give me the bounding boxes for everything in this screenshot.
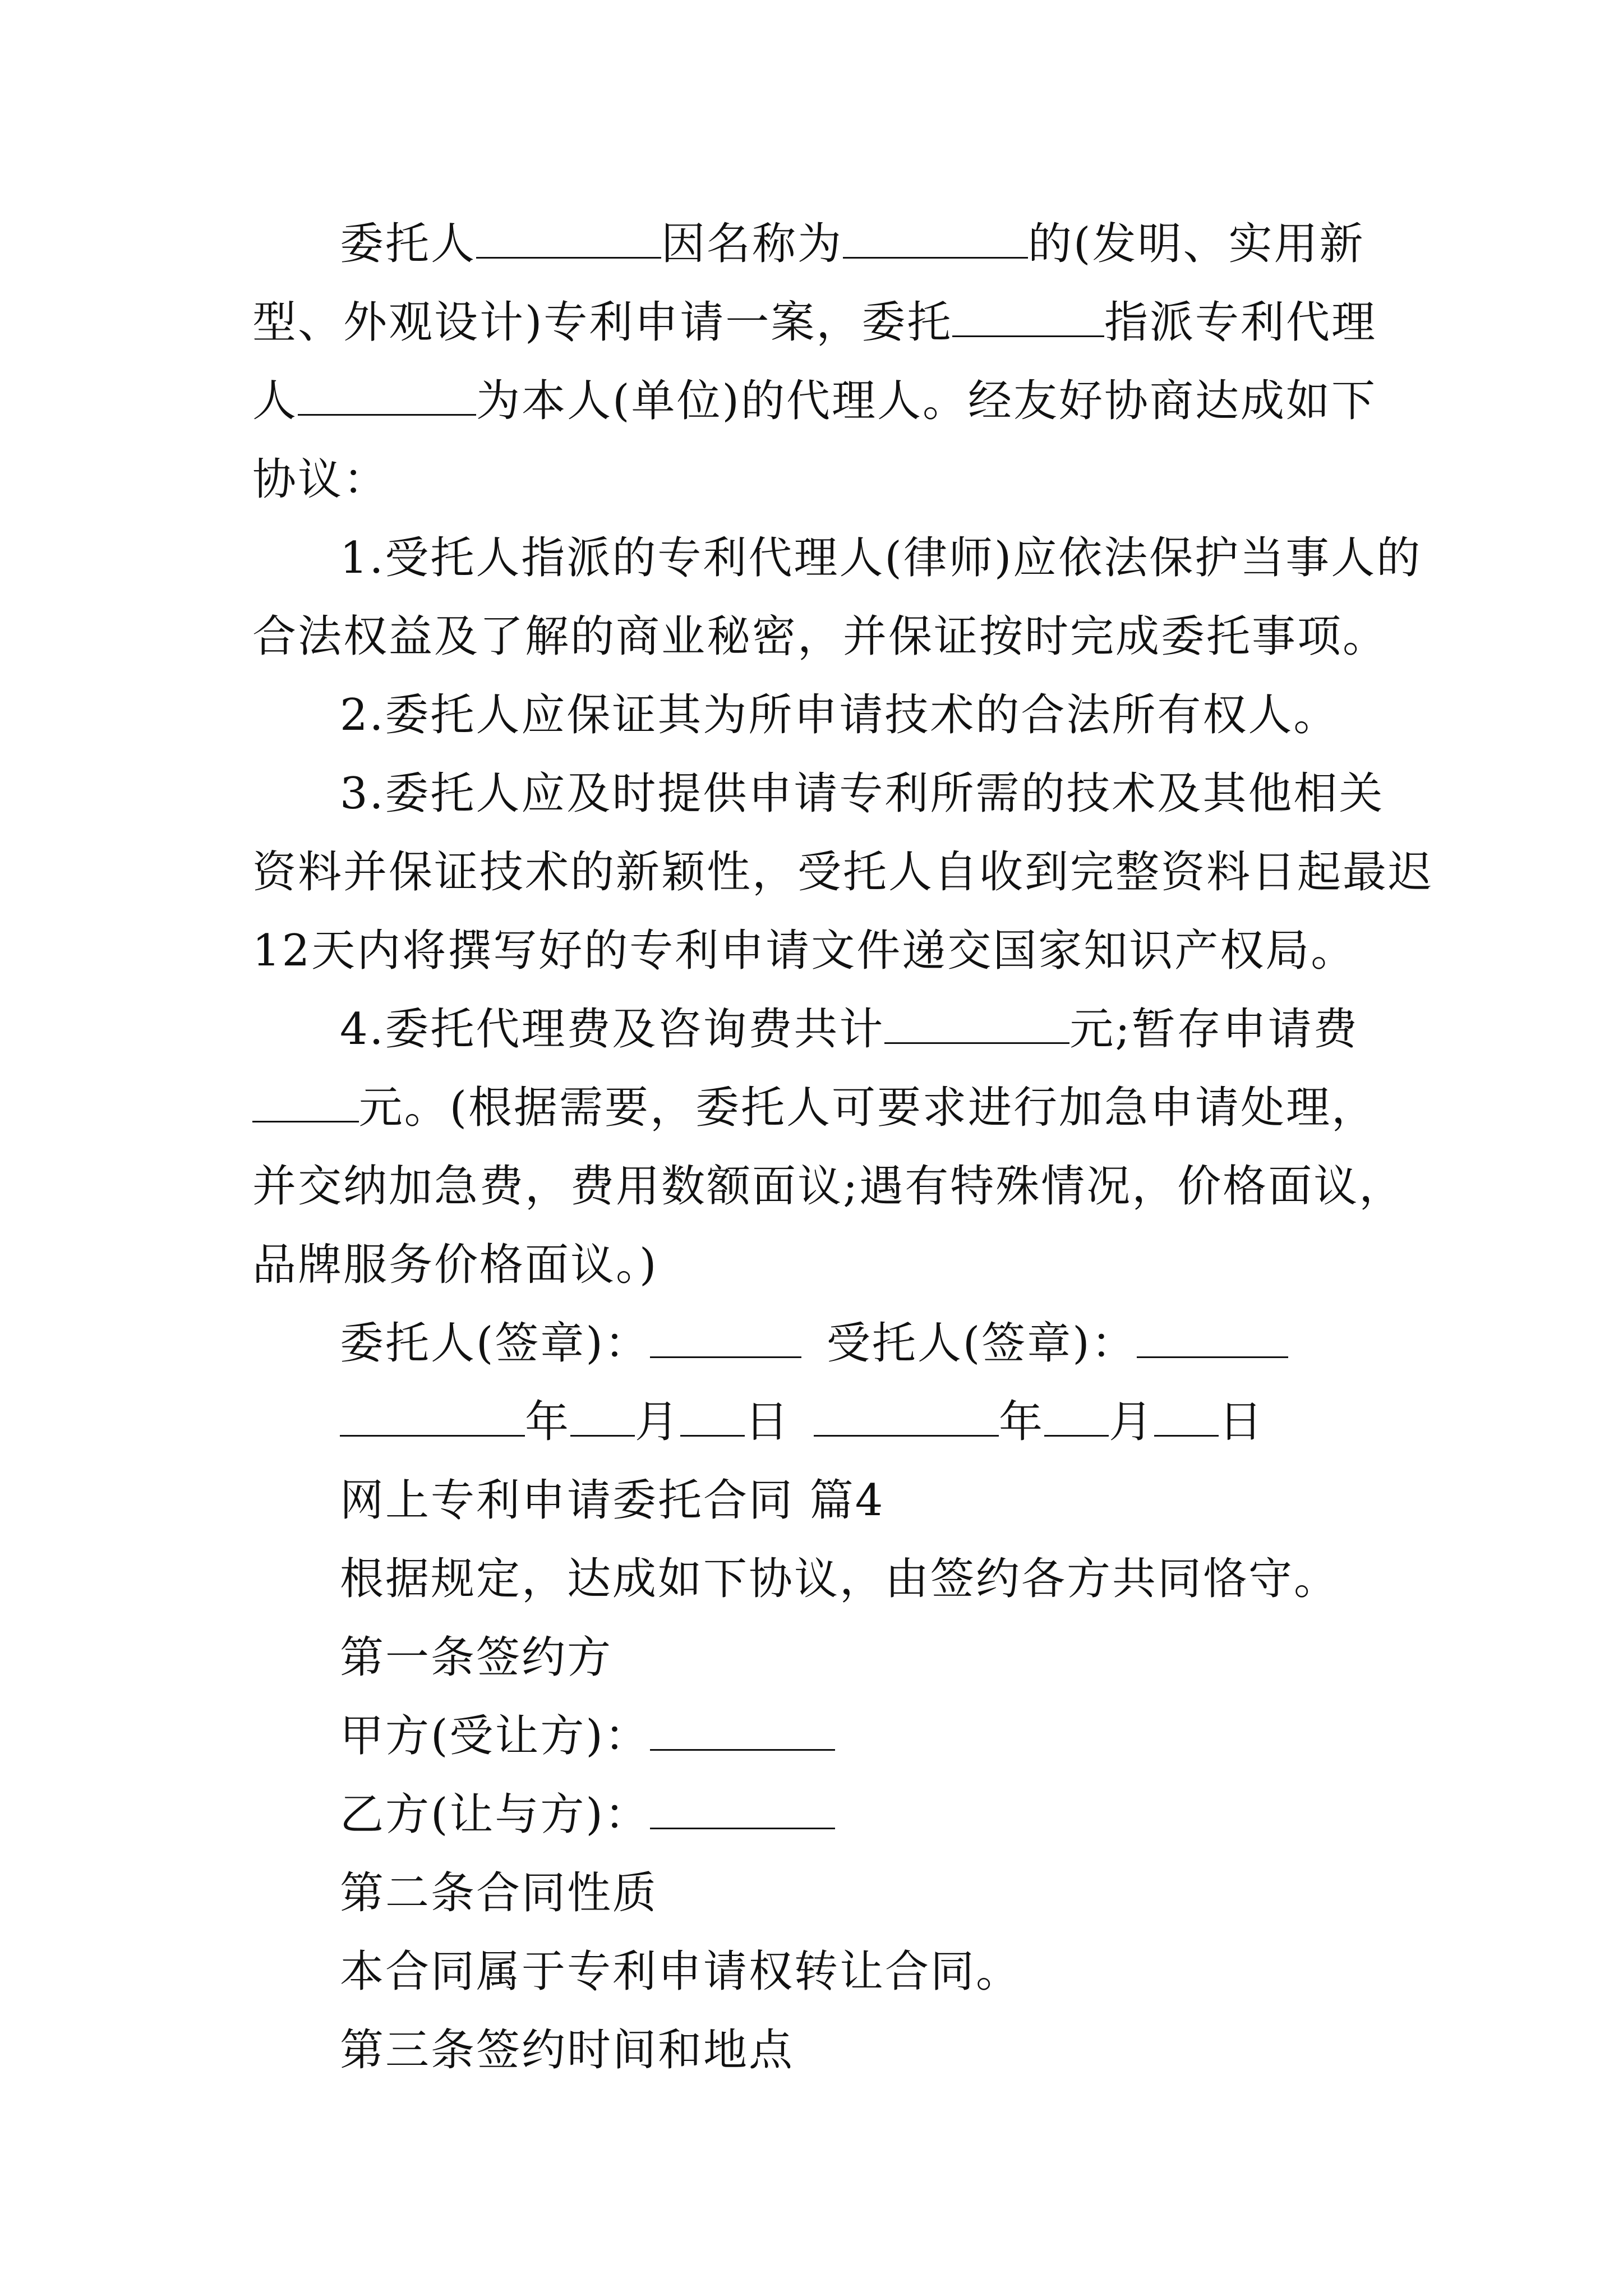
item1-line2: 合法权益及了解的商业秘密，并保证按时完成委托事项。 (252, 611, 1389, 662)
agent-day-blank[interactable] (1154, 1395, 1219, 1437)
text: 4.委托代理费及咨询费共计 (340, 1004, 885, 1055)
text: 型、外观设计)专利申请一案，委托 (252, 297, 953, 348)
blank-agency-fee[interactable] (884, 1002, 1069, 1044)
item3-line1: 3.委托人应及时提供申请专利所需的技术及其他相关 (340, 769, 1385, 819)
blank-invention-name[interactable] (843, 217, 1028, 259)
article2-text: 本合同属于专利申请权转让合同。 (340, 1947, 1022, 1997)
text: 委托人 (340, 219, 477, 269)
text: 人 (252, 376, 298, 426)
text: 的(发明、实用新 (1028, 219, 1365, 269)
item3-line2: 资料并保证技术的新颖性，受托人自收到完整资料日起最迟 (252, 847, 1434, 898)
party-a-line (252, 1697, 1377, 1775)
para1-line1 (252, 205, 1377, 283)
item4-line1 (252, 990, 1377, 1069)
item2-line: 2.委托人应保证其为所申请技术的合法所有权人。 (340, 690, 1339, 740)
document-page (252, 205, 1434, 2090)
article2-heading: 第二条合同性质 (340, 1868, 658, 1918)
year-label: 年 (525, 1397, 571, 1447)
item3-line3: 12天内将撰写好的专利申请文件递交国家知识产权局。 (252, 926, 1357, 976)
blank-application-fee[interactable] (252, 1080, 359, 1122)
party-b-blank[interactable] (650, 1787, 835, 1829)
para1-line3 (252, 362, 1377, 440)
client-signature-blank[interactable] (650, 1316, 801, 1358)
party-b-label: 乙方(让与方)： (340, 1789, 650, 1840)
party-b-line (252, 1775, 1377, 1854)
agent-signature-label: 受托人(签章)： (826, 1318, 1137, 1369)
client-signature-label: 委托人(签章)： (340, 1318, 650, 1369)
article3-heading: 第三条签约时间和地点 (340, 2025, 795, 2076)
text: 元;暂存申请费 (1069, 1004, 1359, 1055)
signature-line (252, 1304, 1377, 1383)
day-label: 日 (745, 1397, 791, 1447)
agent-signature-blank[interactable] (1137, 1316, 1288, 1358)
year-label: 年 (999, 1397, 1045, 1447)
item4-line2 (252, 1069, 1377, 1147)
blank-agency[interactable] (952, 295, 1104, 337)
month-label: 月 (635, 1397, 681, 1447)
client-day-blank[interactable] (680, 1395, 745, 1437)
text: 指派专利代理 (1104, 297, 1377, 348)
party-a-blank[interactable] (650, 1709, 835, 1751)
article1-heading: 第一条签约方 (340, 1632, 613, 1683)
agent-year-blank[interactable] (814, 1395, 999, 1437)
item1-line1: 1.受托人指派的专利代理人(律师)应依法保护当事人的 (340, 533, 1422, 583)
blank-client-name[interactable] (476, 217, 661, 259)
para1-line4: 协议： (252, 454, 389, 505)
section-title: 网上专利申请委托合同 篇4 (340, 1475, 885, 1526)
item4-line3: 并交纳加急费，费用数额面议;遇有特殊情况，价格面议， (252, 1161, 1405, 1212)
para1-line2 (252, 283, 1377, 362)
blank-agent-name[interactable] (298, 374, 476, 416)
text: 因名称为 (661, 219, 843, 269)
day-label: 日 (1219, 1397, 1265, 1447)
text: 元。(根据需要，委托人可要求进行加急申请处理， (358, 1083, 1377, 1133)
item4-line4: 品牌服务价格面议。) (252, 1240, 658, 1290)
party-a-label: 甲方(受让方)： (340, 1711, 650, 1761)
client-year-blank[interactable] (340, 1395, 525, 1437)
date-line (252, 1383, 1377, 1461)
agent-month-blank[interactable] (1044, 1395, 1109, 1437)
intro-text: 根据规定，达成如下协议，由签约各方共同恪守。 (340, 1554, 1340, 1604)
month-label: 月 (1109, 1397, 1155, 1447)
text: 为本人(单位)的代理人。经友好协商达成如下 (476, 376, 1377, 426)
client-month-blank[interactable] (570, 1395, 635, 1437)
